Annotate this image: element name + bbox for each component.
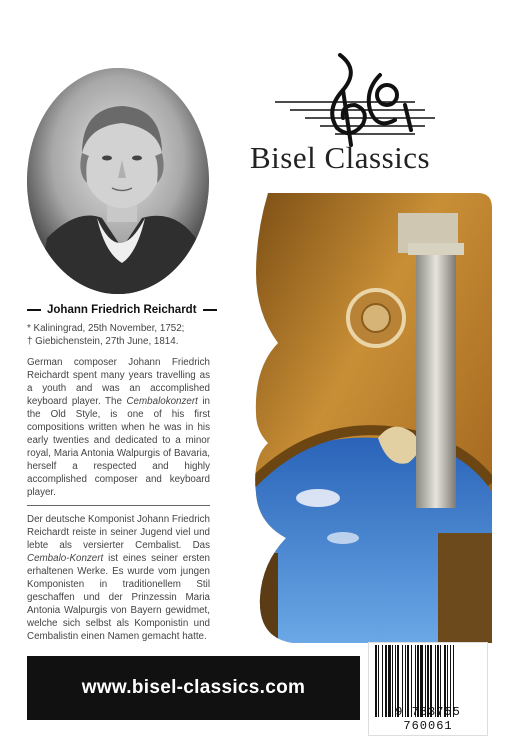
biography-text — [27, 322, 210, 643]
caption-dash-right — [203, 309, 217, 311]
german-text-part2: ist eines seiner ersten erhaltenen Werke. Es wurde vom jungen Komponisten in traditionellem Stil geschaffen und der Prinzessin Maria Antonia Walpurgis von Bayern gewidmet, welche sich selbst als Komponistin und Cembalistin einen Namen gemacht hatte. — [27, 553, 210, 642]
death-line: † Giebichenstein, 27th June, 1814. — [27, 336, 179, 347]
german-paragraph — [27, 513, 210, 643]
english-work-title: Cembalokonzert — [126, 396, 198, 407]
english-paragraph — [27, 356, 210, 499]
german-work-title: Cembalo-Konzert — [27, 553, 104, 564]
barcode-number: 9 783755 760061 — [395, 705, 461, 733]
english-text-part1: German composer Johann Friedrich Reichardt spent many years travelling as a youth and was an accomplished keyboard player. The — [27, 357, 210, 407]
treble-clef-logo-icon — [265, 50, 485, 150]
composer-name-caption: Johann Friedrich Reichardt — [47, 304, 197, 316]
violin-shaped-photo — [248, 193, 492, 643]
english-text-part2: in the Old Style, is one of his first compositions written when he was in his early twenties and dedicated to a minor royal, Maria Antonia Walpurgis of Bavaria, herself a respected and highly accomplished composer and keyboard player. — [27, 396, 210, 498]
website-footer-bar — [27, 656, 360, 720]
life-dates — [27, 322, 210, 348]
brand-name: Bisel Classics — [250, 140, 431, 175]
bisel-logo — [265, 50, 485, 150]
language-divider — [27, 505, 210, 506]
website-url[interactable]: www.bisel-classics.com — [81, 677, 306, 698]
portrait-engraving — [27, 68, 209, 294]
german-text-part1: Der deutsche Komponist Johann Friedrich Reichardt reiste in seiner Jugend viel und lebte als versierter Cembalist. Das — [27, 514, 210, 551]
caption-dash-left — [27, 309, 41, 311]
birth-line: * Kaliningrad, 25th November, 1752; — [27, 323, 185, 334]
isbn-barcode — [368, 642, 488, 736]
composer-portrait — [27, 68, 209, 294]
portrait-caption-row — [27, 304, 209, 316]
violin-architecture-image — [248, 193, 492, 643]
